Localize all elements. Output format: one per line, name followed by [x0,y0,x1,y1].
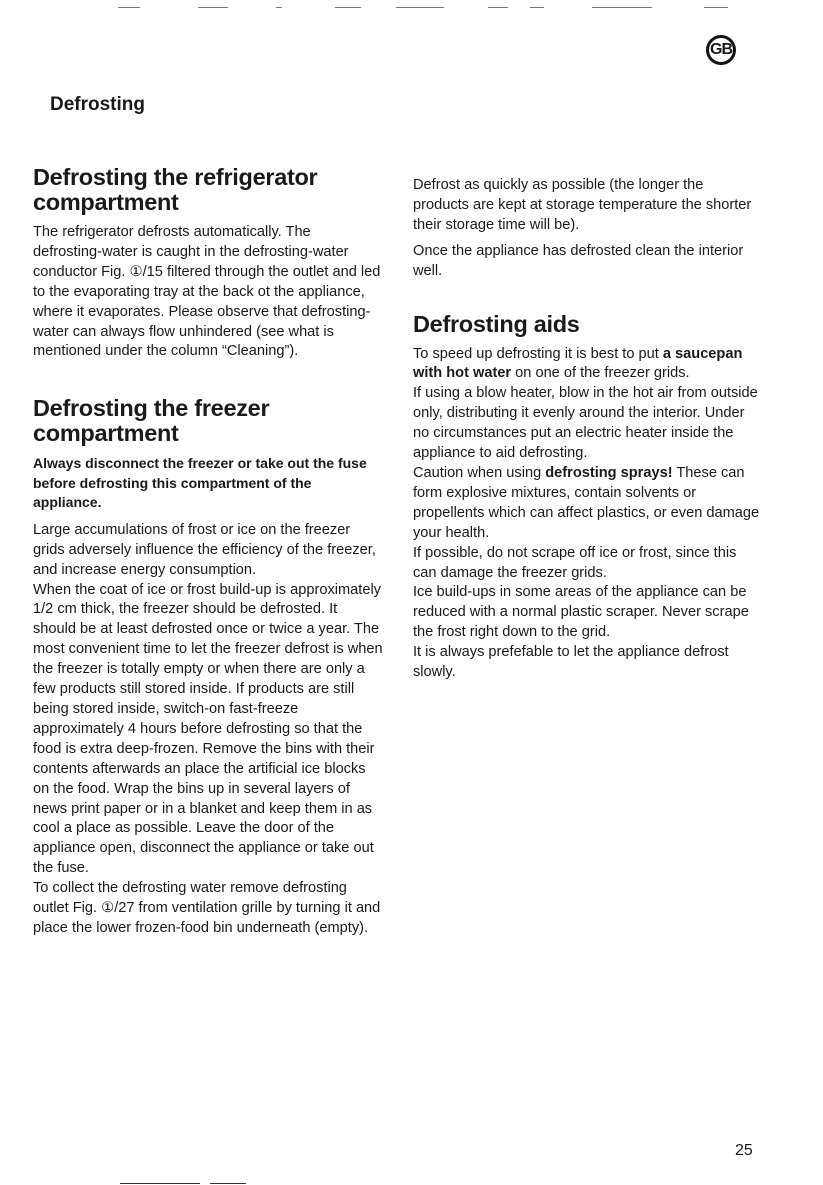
aids-text-scraper: Ice build-ups in some areas of the appliance can be reduced with a normal plastic scraper. Never scrape the frost right down to the grid. [413,584,749,641]
aids-text-scrape: If possible, do not scrape off ice or frost, since this can damage the freezer grids. [413,544,737,581]
freezer-text-1: Large accumulations of frost or ice on the freezer grids adversely influence the efficiency of the freezer, and increase energy consumption. [33,521,376,578]
defrost-speed-text: Defrost as quickly as possible (the longer the products are kept at storage temperature the shorter their storage time will be). [413,177,752,233]
country-badge-label: GB [710,41,732,58]
country-badge-icon [706,35,736,65]
scan-artifact-top [0,0,823,20]
right-column [413,176,763,689]
freezer-warning: Always disconnect the freezer or take out the fuse before defrosting this compartment of the appliance. [33,455,367,511]
aids-text-heater: If using a blow heater, blow in the hot air from outside only, distributing it evenly around the interior. Under no circumstances put an electric heater inside the appliance to aid defrosting. [413,385,758,462]
clean-interior-text: Once the appliance has defrosted clean the interior well. [413,242,744,279]
aids-text-sprays: Caution when using defrosting sprays! These can form explosive mixtures, contain solvents or propellents which can affect plastics, or even damage your health. [413,464,760,541]
fridge-defrost-text: The refrigerator defrosts automatically. The defrosting-water is caught in the defrosting-water conductor Fig. ①/15 filtered through the outlet and led to the evaporating tray at the back ot the appliance, where it evaporates. Please observe that defrosting-water can always flow unhindered (see what is mentioned under the column “Cleaning”). [33,224,381,360]
heading-fridge-defrost: Defrosting the refrigerator compartment [33,164,318,215]
heading-freezer-defrost: Defrosting the freezer compartment [33,395,270,447]
freezer-text-2: When the coat of ice or frost build-up is approximately 1/2 cm thick, the freezer should be defrosted. It should be at least defrosted once or twice a year. The most convenient time to let the freezer defrost is when the freezer is totally empty or when there are only a few products still stored inside. If products are still being stored inside, switch-on fast-freeze approximately 4 hours before defrosting so that the food is extra deep-frozen. Remove the bins with their contents afterwards an place the artificial ice blocks on the food. Wrap the bins up in several layers of news print paper or in a blanket and keep them in as cool a place as possible. Leave the door of the appliance open, disconnect the appliance or take out the fuse. [33,581,383,877]
aids-text-slowly: It is always prefefable to let the appliance defrost slowly. [413,644,729,681]
aids-text-saucepan: To speed up defrosting it is best to put a saucepan with hot water on one of the freezer grids. [413,345,743,382]
page-section-title: Defrosting [50,94,145,115]
page-number: 25 [735,1142,753,1159]
left-column [33,165,383,945]
heading-defrosting-aids: Defrosting aids [413,310,580,337]
freezer-text-3: To collect the defrosting water remove defrosting outlet Fig. ①/27 from ventilation grille by turning it and place the lower frozen-food bin underneath (empty). [33,880,381,936]
